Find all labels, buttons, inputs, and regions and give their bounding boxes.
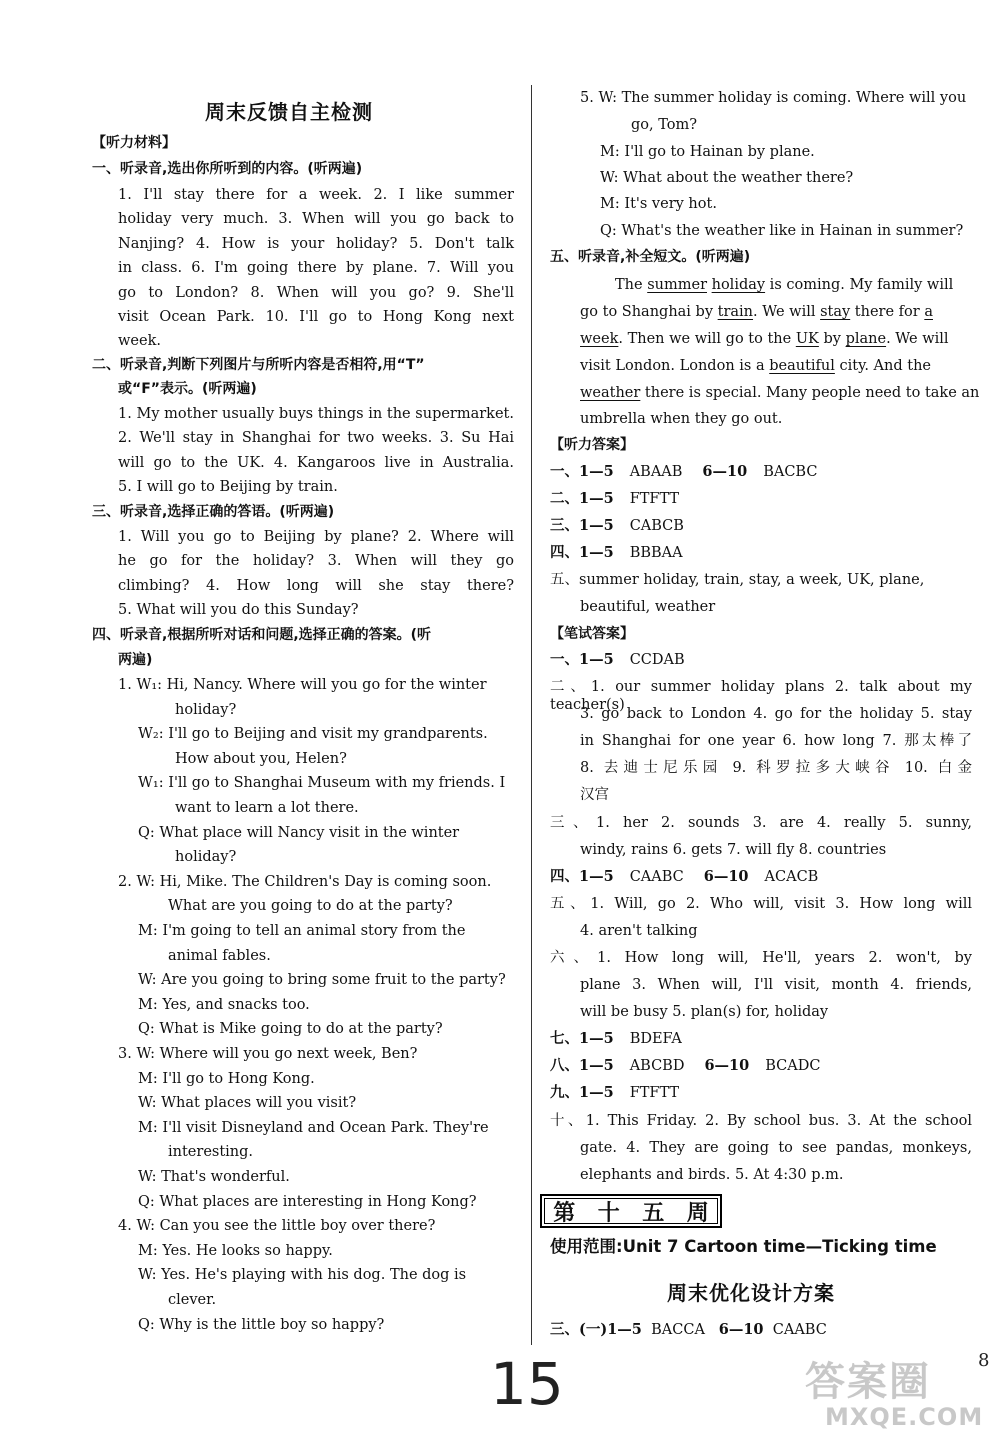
dialogue-line: Q: Why is the little boy so happy? (138, 1316, 385, 1333)
dialogue-line: Q: What's the weather like in Hainan in summer? (600, 223, 964, 239)
answer-row: 二、1—5 FTFTT (550, 490, 680, 507)
answer-row: 一、1—5 CCDAB (550, 651, 685, 668)
answer-line: plane 3. When will, I'll visit, month 4. friends, (580, 977, 972, 993)
dialogue-line: M: I'm going to tell an animal story from the (138, 923, 466, 939)
text-line: holiday very much. 3. When will you go back to (118, 211, 514, 228)
dialogue-line: 2. W: Hi, Mike. The Children's Day is coming soon. (118, 873, 492, 890)
usage-scope: 使用范围:Unit 7 Cartoon time—Ticking time (550, 1237, 937, 1256)
answer-line: 汉宫 (580, 787, 609, 803)
section-4-title: 四、听录音,根据所听对话和问题,选择正确的答案。(听 (92, 627, 432, 643)
dialogue-line: M: Yes, and snacks too. (138, 996, 310, 1013)
text-line: 1. My mother usually buys things in the supermarket. (118, 406, 514, 422)
text-line: 2. We'll stay in Shanghai for two weeks. 3. Su Hai (118, 430, 514, 447)
dialogue-line: M: I'll go to Hong Kong. (138, 1070, 315, 1087)
dialogue-line: holiday? (175, 849, 237, 866)
handwritten-page-number: 15 (490, 1350, 564, 1418)
listening-answer-5-cont: beautiful, weather (580, 599, 716, 615)
text-line: 5. I will go to Beijing by train. (118, 479, 338, 496)
blank-6: week (580, 331, 619, 347)
text-line: will go to the UK. 4. Kangaroos live in Australia. (118, 454, 514, 471)
text-line: in class. 6. I'm going there by plane. 7. Will you (118, 260, 514, 277)
week-15-box: 第 十 五 周 (540, 1194, 722, 1228)
answer-line: 六、1. How long will, He'll, years 2. won't, by (550, 950, 972, 966)
listening-heading: 【听力材料】 (92, 135, 176, 151)
side-page-number: 8 (978, 1350, 990, 1371)
dialogue-line: go, Tom? (631, 117, 698, 133)
plan-answer-row: 三、(一)1—5 BACCA 6—10 CAABC (550, 1321, 827, 1338)
dialogue-line: W₂: I'll go to Beijing and visit my grandparents. (138, 726, 488, 743)
dialogue-line: What are you going to do at the party? (168, 898, 453, 915)
blank-3: train (717, 304, 754, 320)
written-answers-heading: 【笔试答案】 (550, 626, 634, 642)
section-5-title: 五、听录音,补全短文。(听两遍) (550, 249, 751, 265)
answer-line: will be busy 5. plan(s) for, holiday (580, 1004, 829, 1020)
dialogue-line: W: What about the weather there? (600, 170, 854, 186)
text-line: week. (118, 333, 161, 350)
watermark-url: MXQE.COM (825, 1403, 984, 1431)
dialogue-line: W: What places will you visit? (138, 1095, 357, 1112)
answer-line: gate. 4. They are going to see pandas, monkeys, (580, 1140, 972, 1156)
dialogue-line: Q: What place will Nancy visit in the winter (138, 824, 460, 841)
answer-line: in Shanghai for one year 6. how long 7. 那太棒了 (580, 733, 972, 749)
answer-row: 九、1—5 FTFTT (550, 1084, 680, 1101)
dialogue-line: Q: What places are interesting in Hong Kong? (138, 1193, 477, 1210)
blank-7: UK (795, 331, 819, 347)
dialogue-line: W₁: I'll go to Shanghai Museum with my friends. I (138, 775, 506, 792)
dialogue-line: W: That's wonderful. (138, 1169, 290, 1185)
blank-1: summer (647, 277, 707, 293)
text-line: 5. What will you do this Sunday? (118, 602, 359, 619)
answer-row: 四、1—5 BBBAA (550, 544, 683, 561)
dialogue-line: W: Are you going to bring some fruit to the party? (138, 972, 506, 989)
dialogue-line: M: It's very hot. (600, 196, 717, 212)
text-line: visit Ocean Park. 10. I'll go to Hong Kong next (118, 309, 514, 325)
section-2-title: 二、听录音,判断下列图片与所听内容是否相符,用“T” (92, 357, 425, 373)
answer-row: 四、1—5 CAABC 6—10 ACACB (550, 868, 819, 885)
dialogue-line: want to learn a lot there. (175, 800, 359, 816)
answer-line: 三、1. her 2. sounds 3. are 4. really 5. sunny, (550, 815, 972, 831)
answer-line: 五、1. Will, go 2. Who will, visit 3. How long will (550, 896, 972, 912)
answer-row: 一、1—5 ABAAB 6—10 BACBC (550, 463, 818, 480)
answer-line: elephants and birds. 5. At 4:30 p.m. (580, 1167, 844, 1183)
answer-line: 4. aren't talking (580, 923, 698, 939)
blank-4: stay (820, 304, 851, 320)
dialogue-line: M: I'll go to Hainan by plane. (600, 144, 815, 160)
answer-row: 三、1—5 CABCB (550, 517, 684, 534)
text-line: go to London? 8. When will you go? 9. She'll (118, 284, 514, 301)
answer-line: 3. go back to London 4. go for the holiday 5. stay (580, 706, 972, 722)
blank-9: beautiful (769, 358, 835, 374)
answer-row: 七、1—5 BDEFA (550, 1030, 682, 1047)
answer-line: windy, rains 6. gets 7. will fly 8. countries (580, 842, 887, 858)
answer-line: 十、1. This Friday. 2. By school bus. 3. At the school (550, 1113, 972, 1129)
blank-5: a (924, 304, 933, 320)
blank-10: weather (580, 385, 641, 401)
answer-line: 二、1. our summer holiday plans 2. talk about my teacher(s) (550, 679, 972, 713)
page-title: 周末反馈自主检测 (205, 100, 373, 124)
answer-line: 8. 去迪士尼乐园 9. 科罗拉多大峡谷 10. 白金 (580, 760, 972, 776)
plan-title: 周末优化设计方案 (667, 1281, 835, 1305)
section-4-title-cont: 两遍) (118, 652, 153, 668)
listening-answers-heading: 【听力答案】 (550, 437, 634, 453)
dialogue-line: M: I'll visit Disneyland and Ocean Park. They're (138, 1119, 489, 1136)
dialogue-line: interesting. (168, 1144, 254, 1161)
dialogue-line: Q: What is Mike going to do at the party? (138, 1021, 443, 1038)
text-line: 1. I'll stay there for a week. 2. I like summer (118, 187, 514, 203)
dialogue-line: 1. W₁: Hi, Nancy. Where will you go for the winter (118, 677, 487, 693)
text-line: 1. Will you go to Beijing by plane? 2. Where will (118, 529, 514, 545)
section-3-title: 三、听录音,选择正确的答语。(听两遍) (92, 504, 335, 520)
text-line: Nanjing? 4. How is your holiday? 5. Don't talk (118, 235, 514, 252)
dialogue-line: 5. W: The summer holiday is coming. Where will you (580, 90, 967, 106)
blank-8: plane (845, 331, 887, 347)
dialogue-line: How about you, Helen? (175, 750, 347, 767)
watermark-logo: 答案圈 (805, 1359, 931, 1405)
dialogue-line: 3. W: Where will you go next week, Ben? (118, 1046, 418, 1062)
section-2-title-cont: 或“F”表示。(听两遍) (118, 381, 257, 397)
column-divider (531, 85, 532, 1345)
listening-answer-5: 五、summer holiday, train, stay, a week, UK, plane, (550, 572, 925, 588)
dialogue-line: W: Yes. He's playing with his dog. The dog is (138, 1267, 467, 1284)
blank-2: holiday (711, 277, 766, 293)
text-line: he go for the holiday? 3. When will they go (118, 553, 514, 570)
dialogue-line: holiday? (175, 701, 237, 718)
dialogue-line: animal fables. (168, 947, 271, 964)
section-1-title: 一、听录音,选出你所听到的内容。(听两遍) (92, 161, 363, 177)
dialogue-line: clever. (168, 1292, 217, 1308)
dialogue-line: M: Yes. He looks so happy. (138, 1242, 333, 1259)
text-line: climbing? 4. How long will she stay there? (118, 577, 514, 594)
dialogue-line: 4. W: Can you see the little boy over there? (118, 1218, 436, 1235)
answer-row: 八、1—5 ABCBD 6—10 BCADC (550, 1057, 821, 1074)
